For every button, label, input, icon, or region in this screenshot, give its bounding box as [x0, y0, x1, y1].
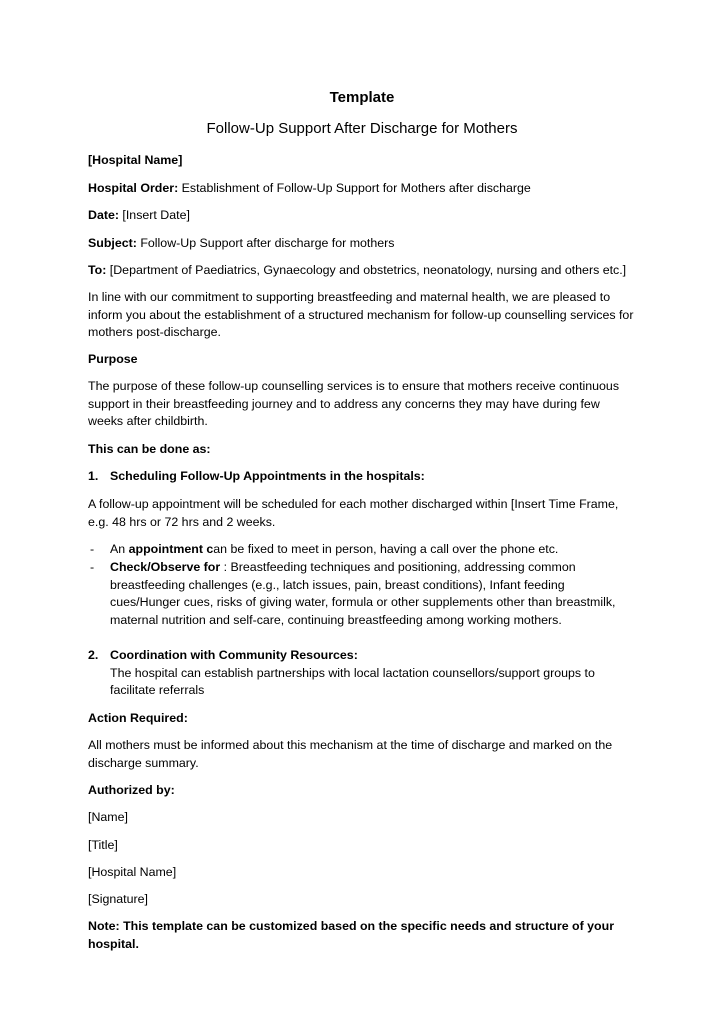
authorized-heading: Authorized by: — [88, 783, 175, 797]
item1-heading: Scheduling Follow-Up Appointments in the hospitals: — [110, 469, 425, 483]
document-subtitle: Follow-Up Support After Discharge for Mothers — [206, 120, 518, 137]
to-line — [88, 262, 636, 280]
signatory-name: [Name] — [88, 810, 128, 824]
closing-note: Note: This template can be customized based on the specific needs and structure of your hospital. — [88, 919, 615, 951]
intro-paragraph: In line with our commitment to supporting breastfeeding and maternal health, we are pleased to inform you about the establishment of a structured mechanism for follow-up counselling services for mothers post-discharge. — [88, 290, 634, 339]
date-label: Date: — [88, 208, 119, 222]
done-as-heading: This can be done as: — [88, 442, 211, 456]
item2-heading: Coordination with Community Resources: — [110, 648, 358, 662]
item2-number: 2. — [88, 648, 99, 662]
purpose-heading: Purpose — [88, 352, 138, 366]
document-title: Template — [329, 89, 395, 106]
to-value: [Department of Paediatrics, Gynaecology and obstetrics, neonatology, nursing and others etc.] — [106, 263, 627, 277]
subject-value: Follow-Up Support after discharge for mothers — [136, 236, 395, 250]
signatory-hospital: [Hospital Name] — [88, 865, 177, 879]
hospital-order-line — [88, 180, 636, 198]
subject-line — [88, 235, 636, 253]
action-heading: Action Required: — [88, 711, 188, 725]
item2-block — [110, 647, 636, 700]
hospital-order-value: Establishment of Follow-Up Support for Mothers after discharge — [178, 181, 531, 195]
date-value: [Insert Date] — [118, 208, 190, 222]
to-label: To: — [88, 263, 107, 277]
signatory-signature: [Signature] — [88, 892, 148, 906]
date-line — [88, 207, 636, 225]
item1-number: 1. — [88, 469, 99, 483]
bullet-dash: - — [90, 560, 95, 574]
subject-label: Subject: — [88, 236, 137, 250]
item2-paragraph: The hospital can establish partnerships with local lactation counsellors/support groups to facilitate referrals — [110, 665, 595, 697]
action-paragraph: All mothers must be informed about this mechanism at the time of discharge and marked on the discharge summary. — [88, 738, 613, 770]
bullet-check-observe: Check/Observe for : Breastfeeding techniques and positioning, addressing common breastfeeding challenges (e.g., latch issues, pain, breast conditions), Infant feeding cues/Hunger cues, risks of giving water, formula or other supplements other than breastmilk, maternal nutrition and self-care, continuing breastfeeding among working mothers. — [110, 560, 616, 627]
hospital-name-placeholder: [Hospital Name] — [88, 153, 183, 167]
bullet-appointment: An appointment can be fixed to meet in person, having a call over the phone etc. — [110, 542, 559, 556]
purpose-paragraph: The purpose of these follow-up counselling services is to ensure that mothers receive continuous support in their breastfeeding journey and to address any concerns they may have during few weeks after childbirth. — [88, 379, 620, 428]
hospital-order-label: Hospital Order: — [88, 181, 179, 195]
signatory-title: [Title] — [88, 838, 118, 852]
bullet-dash: - — [90, 542, 95, 556]
item1-paragraph: A follow-up appointment will be scheduled for each mother discharged within [Insert Time Frame, e.g. 48 hrs or 72 hrs and 2 weeks. — [88, 497, 619, 529]
